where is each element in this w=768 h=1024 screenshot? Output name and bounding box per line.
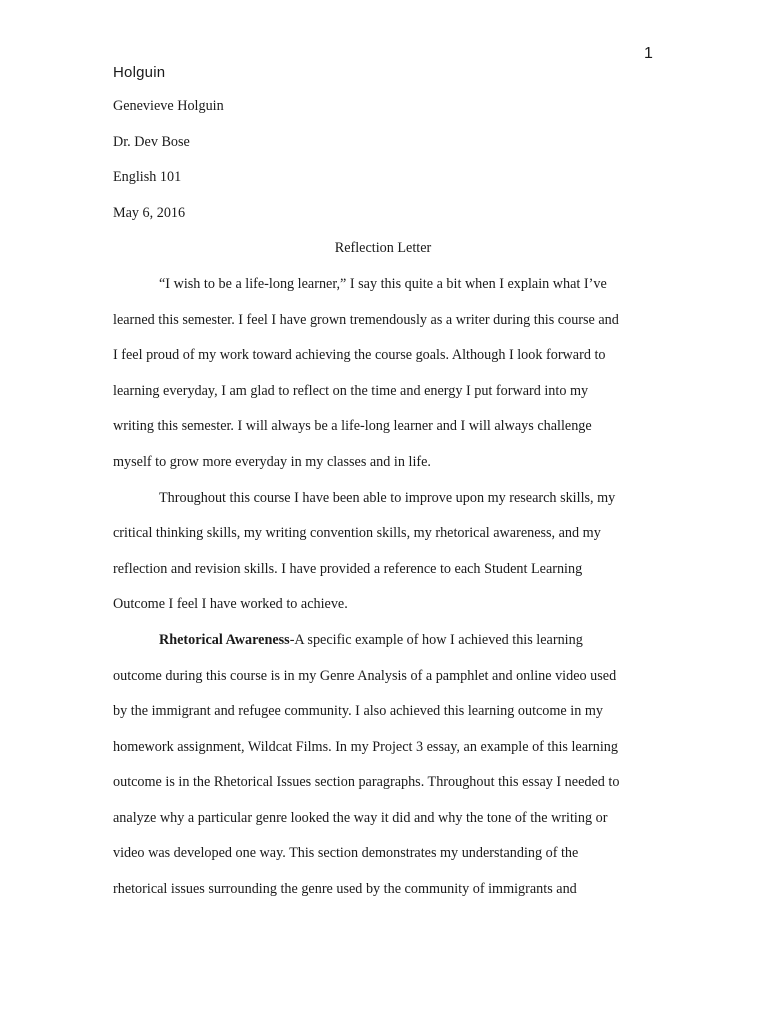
document-title: Reflection Letter <box>334 240 432 257</box>
paragraph-line: outcome is in the Rhetorical Issues section paragraphs. Throughout this essay I needed to <box>113 774 620 791</box>
section-lead-term: Rhetorical Awareness <box>159 631 290 648</box>
paragraph-line: I feel proud of my work toward achieving the course goals. Although I look forward to <box>113 347 606 364</box>
paragraph-line-rest: -A specific example of how I achieved this learning <box>289 631 583 648</box>
instructor-name: Dr. Dev Bose <box>113 133 190 150</box>
paragraph-line: outcome during this course is in my Genre Analysis of a pamphlet and online video used <box>113 667 617 684</box>
page-number: 1 <box>644 45 653 62</box>
paragraph-skills <box>113 481 653 623</box>
paragraph-line: critical thinking skills, my writing convention skills, my rhetorical awareness, and my <box>113 525 601 542</box>
paragraph-line: by the immigrant and refugee community. I also achieved this learning outcome in my <box>113 703 603 720</box>
paragraph-rhetorical-awareness <box>113 623 653 908</box>
course-name: English 101 <box>113 169 182 186</box>
paragraph-line: learning everyday, I am glad to reflect on the time and energy I put forward into my <box>113 382 589 399</box>
paragraph-line: “I wish to be a life-long learner,” I say this quite a bit when I explain what I’ve <box>159 275 607 292</box>
paragraph-line: homework assignment, Wildcat Films. In my Project 3 essay, an example of this learning <box>113 738 618 755</box>
document-date: May 6, 2016 <box>113 204 186 221</box>
paragraph-line: rhetorical issues surrounding the genre used by the community of immigrants and <box>113 881 577 898</box>
paragraph-intro <box>113 267 653 481</box>
paragraph-line: Throughout this course I have been able to improve upon my research skills, my <box>159 489 616 506</box>
paragraph-line: writing this semester. I will always be a life-long learner and I will always challenge <box>113 418 592 435</box>
paragraph-line: Outcome I feel I have worked to achieve. <box>113 596 348 613</box>
running-head: Holguin <box>113 64 166 81</box>
document-body <box>113 89 653 908</box>
paragraph-line: myself to grow more everyday in my classes and in life. <box>113 453 431 470</box>
paragraph-line: analyze why a particular genre looked the way it did and why the tone of the writing or <box>113 809 608 826</box>
paragraph-line: reflection and revision skills. I have provided a reference to each Student Learning <box>113 560 583 577</box>
paragraph-line: video was developed one way. This section demonstrates my understanding of the <box>113 845 579 862</box>
paragraph-line <box>113 623 653 659</box>
author-name: Genevieve Holguin <box>113 98 224 114</box>
paragraph-line: learned this semester. I feel I have grown tremendously as a writer during this course and <box>113 311 619 328</box>
